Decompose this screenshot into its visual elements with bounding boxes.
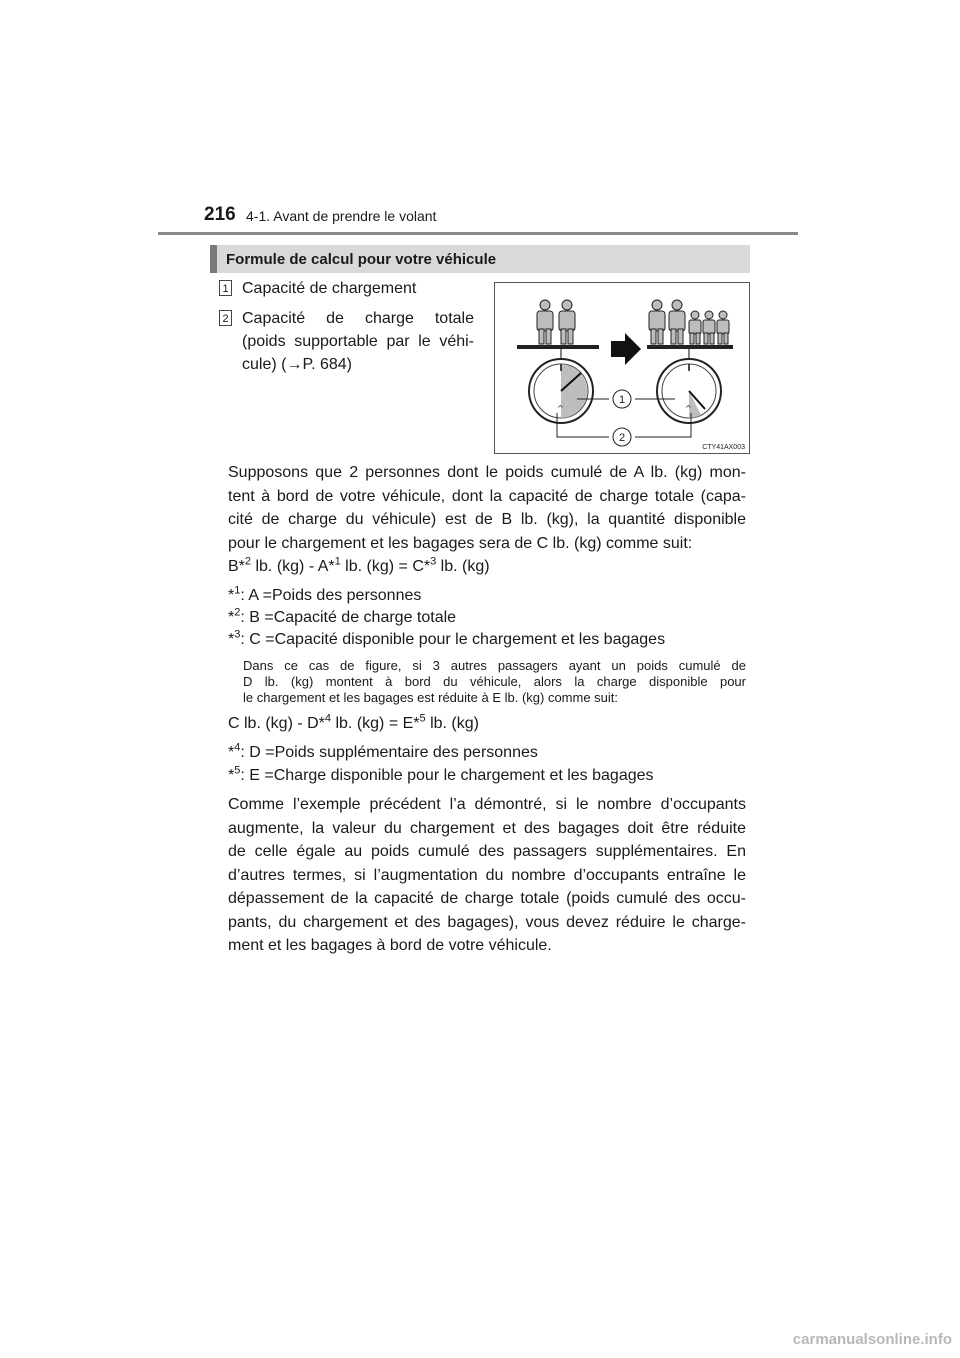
footnote-2: *$^2$: B =Capacité de charge totale — [228, 606, 457, 626]
footnote-5: *$^5$: E =Charge disponible pour le chargement et les bagages — [228, 764, 654, 784]
paragraph-2 — [228, 793, 746, 958]
svg-text:^: ^ — [685, 404, 692, 413]
left-scale-platform — [517, 345, 599, 349]
footnote-1: *$^1$: A =Poids des personnes — [228, 584, 422, 604]
person-icon — [669, 300, 685, 344]
person-icon — [717, 311, 729, 344]
header-divider — [158, 232, 798, 235]
load-capacity-illustration — [494, 282, 750, 454]
paragraph-line: de celle égale au poids cumulé des passagers supplémentaires. En — [228, 843, 746, 860]
person-icon — [689, 311, 701, 344]
paragraph-line: cité de charge du véhicule) est de B lb. (kg), la quantité disponible — [228, 511, 746, 528]
paragraph-line: augmente, la valeur du chargement et des bagages doit être réduite — [228, 819, 746, 837]
chapter-title: 4-1. Avant de prendre le volant — [246, 208, 437, 224]
item-number-2: 2 — [219, 310, 232, 326]
small-paragraph-line: le chargement et les bagages est réduite à E lb. (kg) comme suit: — [243, 690, 619, 705]
paragraph-line: Comme l’exemple précédent l’a démontré, si le nombre d’occupants — [228, 796, 746, 813]
paragraph-line: d’autres termes, si l’augmentation du nombre d’occupants entraîne le — [228, 866, 746, 884]
svg-text:^: ^ — [557, 404, 564, 413]
paragraph-line: ment et les bagages à bord de votre véhicule. — [228, 937, 552, 954]
page-number: 216 — [204, 204, 236, 225]
item-2-line: cule) (→P. 684) — [242, 356, 352, 373]
paragraph-line: tent à bord de votre véhicule, dont la capacité de charge totale (capa- — [228, 487, 746, 505]
paragraph-line: pants, du chargement et des bagages), vous devez réduire le charge- — [228, 913, 746, 931]
callout-1-label: 1 — [618, 394, 626, 406]
section-title: Formule de calcul pour votre véhicule — [226, 251, 497, 268]
callout-2-label: 2 — [618, 432, 626, 444]
footnote-3: *$^3$: C =Capacité disponible pour le chargement et les bagages — [228, 628, 666, 648]
small-paragraph-line: Dans ce cas de figure, si 3 autres passagers ayant un poids cumulé de — [243, 658, 746, 673]
right-scale-platform — [647, 345, 733, 349]
watermark: carmanualsonline.info — [792, 1331, 952, 1348]
item-2-line: Capacité de charge totale — [242, 310, 474, 327]
paragraph-line: pour le chargement et les bagages sera de C lb. (kg) comme suit: — [228, 534, 693, 552]
footnote-4: *$^4$: D =Poids supplémentaire des personnes — [228, 741, 538, 761]
formula-2: C lb. (kg) - D*$^4$ lb. (kg) = E*$^5$ lb. (kg) — [228, 712, 479, 732]
person-icon — [537, 300, 553, 344]
right-gauge-icon — [657, 359, 721, 423]
right-arrow-icon — [611, 333, 641, 365]
formula-1: B*$^2$ lb. (kg) - A*$^1$ lb. (kg) = C*$^3$ lb. (kg) — [228, 555, 490, 575]
item-number-1: 1 — [219, 280, 232, 296]
paragraph-line: Supposons que 2 personnes dont le poids cumulé de A lb. (kg) mon- — [228, 464, 746, 481]
small-paragraph-line: D lb. (kg) montent à bord du véhicule, alors la charge disponible pour — [243, 674, 746, 689]
person-icon — [559, 300, 575, 344]
item-2-text — [242, 307, 474, 376]
figure-code: CTY41AX003 — [702, 444, 745, 451]
person-icon — [703, 311, 715, 344]
paragraph-1 — [228, 461, 746, 555]
paragraph-line: dépassement de la capacité de charge totale (poids cumulé des occu- — [228, 890, 746, 907]
illustration-svg — [495, 283, 749, 453]
left-gauge-icon — [529, 359, 593, 423]
person-icon — [649, 300, 665, 344]
item-2-line: (poids supportable par le véhi- — [242, 333, 474, 350]
small-paragraph — [243, 658, 746, 706]
item-1-text: Capacité de chargement — [242, 280, 417, 297]
